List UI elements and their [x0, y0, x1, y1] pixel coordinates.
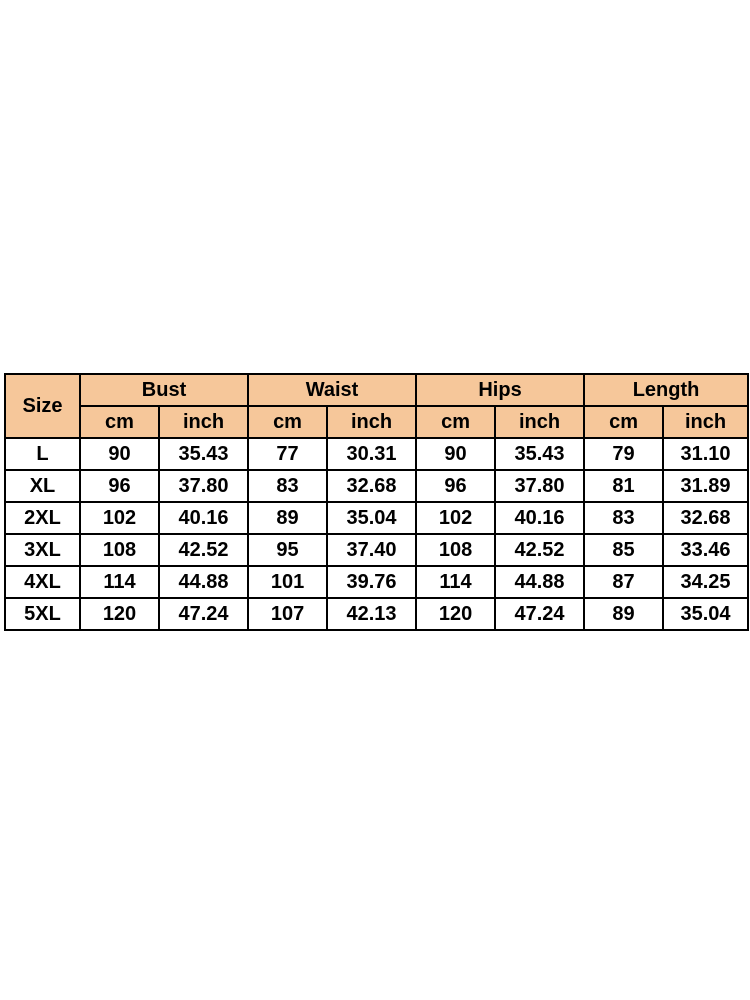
table-cell: 101: [248, 566, 327, 598]
unit-header: cm: [584, 406, 663, 438]
table-cell: 120: [80, 598, 159, 630]
table-cell: 35.04: [327, 502, 416, 534]
table-row: [5, 598, 748, 630]
table-cell: 37.40: [327, 534, 416, 566]
table-cell: 120: [416, 598, 495, 630]
table-cell: 40.16: [495, 502, 584, 534]
table-cell: 32.68: [663, 502, 748, 534]
table-cell: 39.76: [327, 566, 416, 598]
table-cell: 34.25: [663, 566, 748, 598]
table-cell: 89: [584, 598, 663, 630]
table-cell: 102: [80, 502, 159, 534]
unit-header: inch: [327, 406, 416, 438]
size-cell: 5XL: [5, 598, 80, 630]
header-group-row: [5, 374, 748, 406]
hips-header: Hips: [416, 374, 584, 406]
unit-header: cm: [80, 406, 159, 438]
table-cell: 114: [416, 566, 495, 598]
table-cell: 42.13: [327, 598, 416, 630]
size-cell: 3XL: [5, 534, 80, 566]
unit-header: cm: [416, 406, 495, 438]
table-row: [5, 534, 748, 566]
waist-header: Waist: [248, 374, 416, 406]
table-cell: 108: [80, 534, 159, 566]
table-cell: 32.68: [327, 470, 416, 502]
size-chart-table: [4, 373, 749, 631]
table-cell: 37.80: [495, 470, 584, 502]
table-cell: 81: [584, 470, 663, 502]
table-cell: 85: [584, 534, 663, 566]
size-cell: L: [5, 438, 80, 470]
table-cell: 37.80: [159, 470, 248, 502]
table-cell: 42.52: [495, 534, 584, 566]
table-cell: 83: [248, 470, 327, 502]
table-row: [5, 470, 748, 502]
table-cell: 44.88: [159, 566, 248, 598]
size-cell: 2XL: [5, 502, 80, 534]
table-cell: 47.24: [495, 598, 584, 630]
table-cell: 114: [80, 566, 159, 598]
table-cell: 95: [248, 534, 327, 566]
table-cell: 87: [584, 566, 663, 598]
header-unit-row: [5, 406, 748, 438]
table-row: [5, 438, 748, 470]
table-cell: 77: [248, 438, 327, 470]
table-cell: 107: [248, 598, 327, 630]
unit-header: inch: [159, 406, 248, 438]
bust-header: Bust: [80, 374, 248, 406]
table-cell: 96: [416, 470, 495, 502]
unit-header: inch: [663, 406, 748, 438]
table-cell: 89: [248, 502, 327, 534]
table-cell: 47.24: [159, 598, 248, 630]
table-cell: 31.89: [663, 470, 748, 502]
table-cell: 35.43: [159, 438, 248, 470]
unit-header: cm: [248, 406, 327, 438]
size-cell: 4XL: [5, 566, 80, 598]
table-cell: 31.10: [663, 438, 748, 470]
table-cell: 108: [416, 534, 495, 566]
size-chart-header: [5, 374, 748, 438]
size-column-header: Size: [5, 374, 80, 438]
length-header: Length: [584, 374, 748, 406]
table-cell: 40.16: [159, 502, 248, 534]
table-cell: 44.88: [495, 566, 584, 598]
table-cell: 90: [416, 438, 495, 470]
size-chart-body: [5, 438, 748, 630]
table-cell: 83: [584, 502, 663, 534]
table-cell: 42.52: [159, 534, 248, 566]
table-cell: 96: [80, 470, 159, 502]
unit-header: inch: [495, 406, 584, 438]
table-cell: 30.31: [327, 438, 416, 470]
table-row: [5, 502, 748, 534]
table-cell: 90: [80, 438, 159, 470]
table-cell: 35.04: [663, 598, 748, 630]
table-cell: 102: [416, 502, 495, 534]
size-cell: XL: [5, 470, 80, 502]
table-cell: 35.43: [495, 438, 584, 470]
table-cell: 79: [584, 438, 663, 470]
table-row: [5, 566, 748, 598]
table-cell: 33.46: [663, 534, 748, 566]
